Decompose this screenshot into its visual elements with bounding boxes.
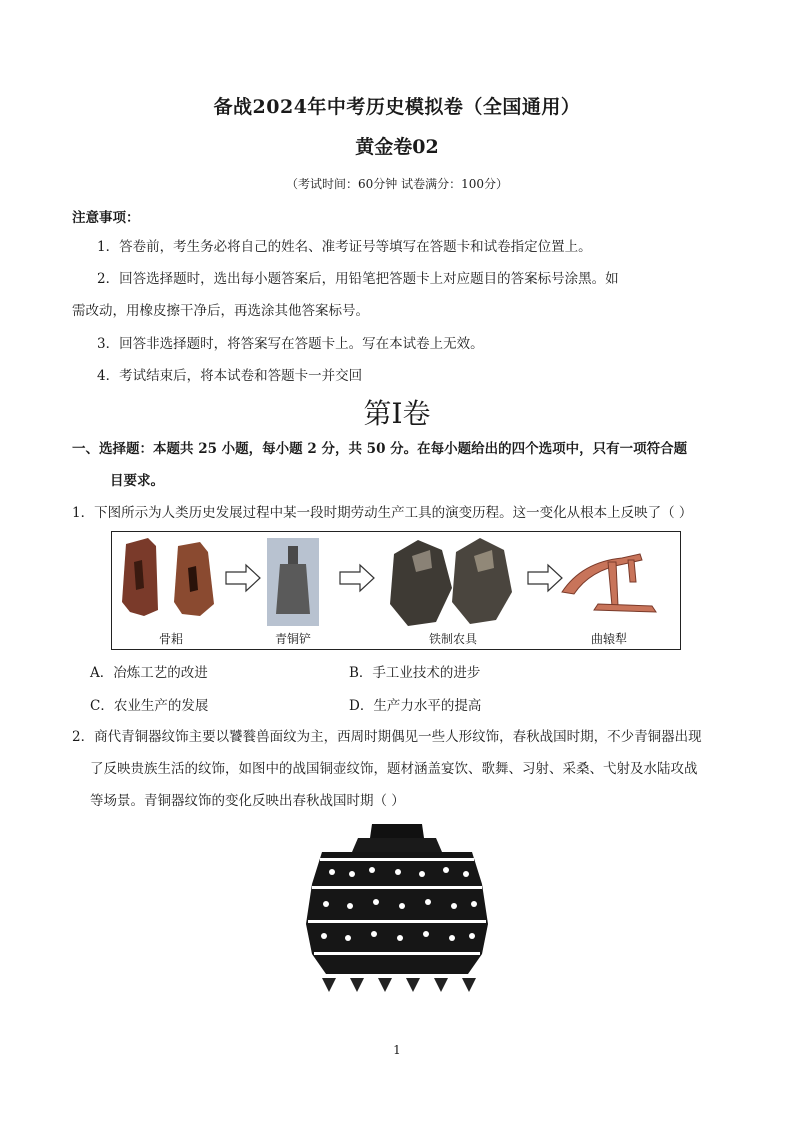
question-1-option-c[interactable]: C．农业生产的发展 — [90, 698, 209, 714]
caption-bronze-shovel: 青铜铲 — [274, 632, 311, 646]
section1-instructions: 一、选择题：本题共 25 小题，每小题 2 分，共 50 分。在每小题给出的四个选项中，只有一项符合题 — [72, 441, 688, 457]
section1-instructions-cont: 目要求。 — [110, 473, 164, 489]
notice-item-3: 3．回答非选择题时，将答案写在答题卡上。写在本试卷上无效。 — [97, 336, 484, 352]
page-number: 1 — [393, 1043, 401, 1057]
question-2-stem-end: 等场景。青铜器纹饰的变化反映出春秋战国时期（ ） — [90, 793, 405, 809]
arrow-right-icon — [340, 565, 374, 591]
bone-spade-image — [122, 538, 214, 616]
question-1-option-d[interactable]: D．生产力水平的提高 — [349, 698, 482, 714]
question-2-figure — [302, 824, 492, 1006]
question-1-option-b[interactable]: B．手工业技术的进步 — [349, 665, 481, 681]
exam-subtitle: 黄金卷02 — [355, 136, 439, 158]
arrow-right-icon — [528, 565, 562, 591]
bronze-shovel-image — [267, 538, 319, 626]
notice-item-4: 4．考试结束后，将本试卷和答题卡一并交回 — [97, 368, 363, 384]
caption-bone-spade: 骨耜 — [158, 632, 183, 646]
question-1-stem: 1．下图所示为人类历史发展过程中某一段时期劳动生产工具的演变历程。这一变化从根本上反映了（ ） — [72, 505, 693, 521]
question-1-figure — [111, 531, 681, 650]
exam-time-info: （考试时间：60分钟 试卷满分：100分） — [286, 177, 508, 191]
curved-plough-image — [562, 554, 656, 612]
notice-item-1: 1．答卷前，考生务必将自己的姓名、准考证号等填写在答题卡和试卷指定位置上。 — [97, 239, 592, 255]
iron-tools-image — [390, 538, 512, 626]
question-1-option-a[interactable]: A．冶炼工艺的改进 — [90, 665, 208, 681]
caption-curved-plough: 曲辕犁 — [590, 632, 627, 646]
notice-item-2: 2．回答选择题时，选出每小题答案后，用铅笔把答题卡上对应题目的答案标号涂黑。如 — [97, 271, 619, 287]
notice-heading: 注意事项： — [72, 210, 140, 226]
caption-iron-tools: 铁制农具 — [428, 632, 477, 646]
volume-title: 第Ⅰ卷 — [363, 397, 431, 430]
question-2-stem: 2．商代青铜器纹饰主要以饕餮兽面纹为主，西周时期偶见一些人形纹饰，春秋战国时期，不少青铜器出现 — [72, 729, 702, 745]
bronze-pot-pattern-image — [302, 824, 492, 1006]
arrow-right-icon — [226, 565, 260, 591]
exam-title: 备战2024年中考历史模拟卷（全国通用） — [213, 96, 581, 118]
question-2-stem-cont: 了反映贵族生活的纹饰，如图中的战国铜壶纹饰，题材涵盖宴饮、歌舞、习射、采桑、弋射及水陆攻战 — [90, 761, 698, 777]
notice-item-2-cont: 需改动，用橡皮擦干净后，再选涂其他答案标号。 — [72, 303, 369, 319]
